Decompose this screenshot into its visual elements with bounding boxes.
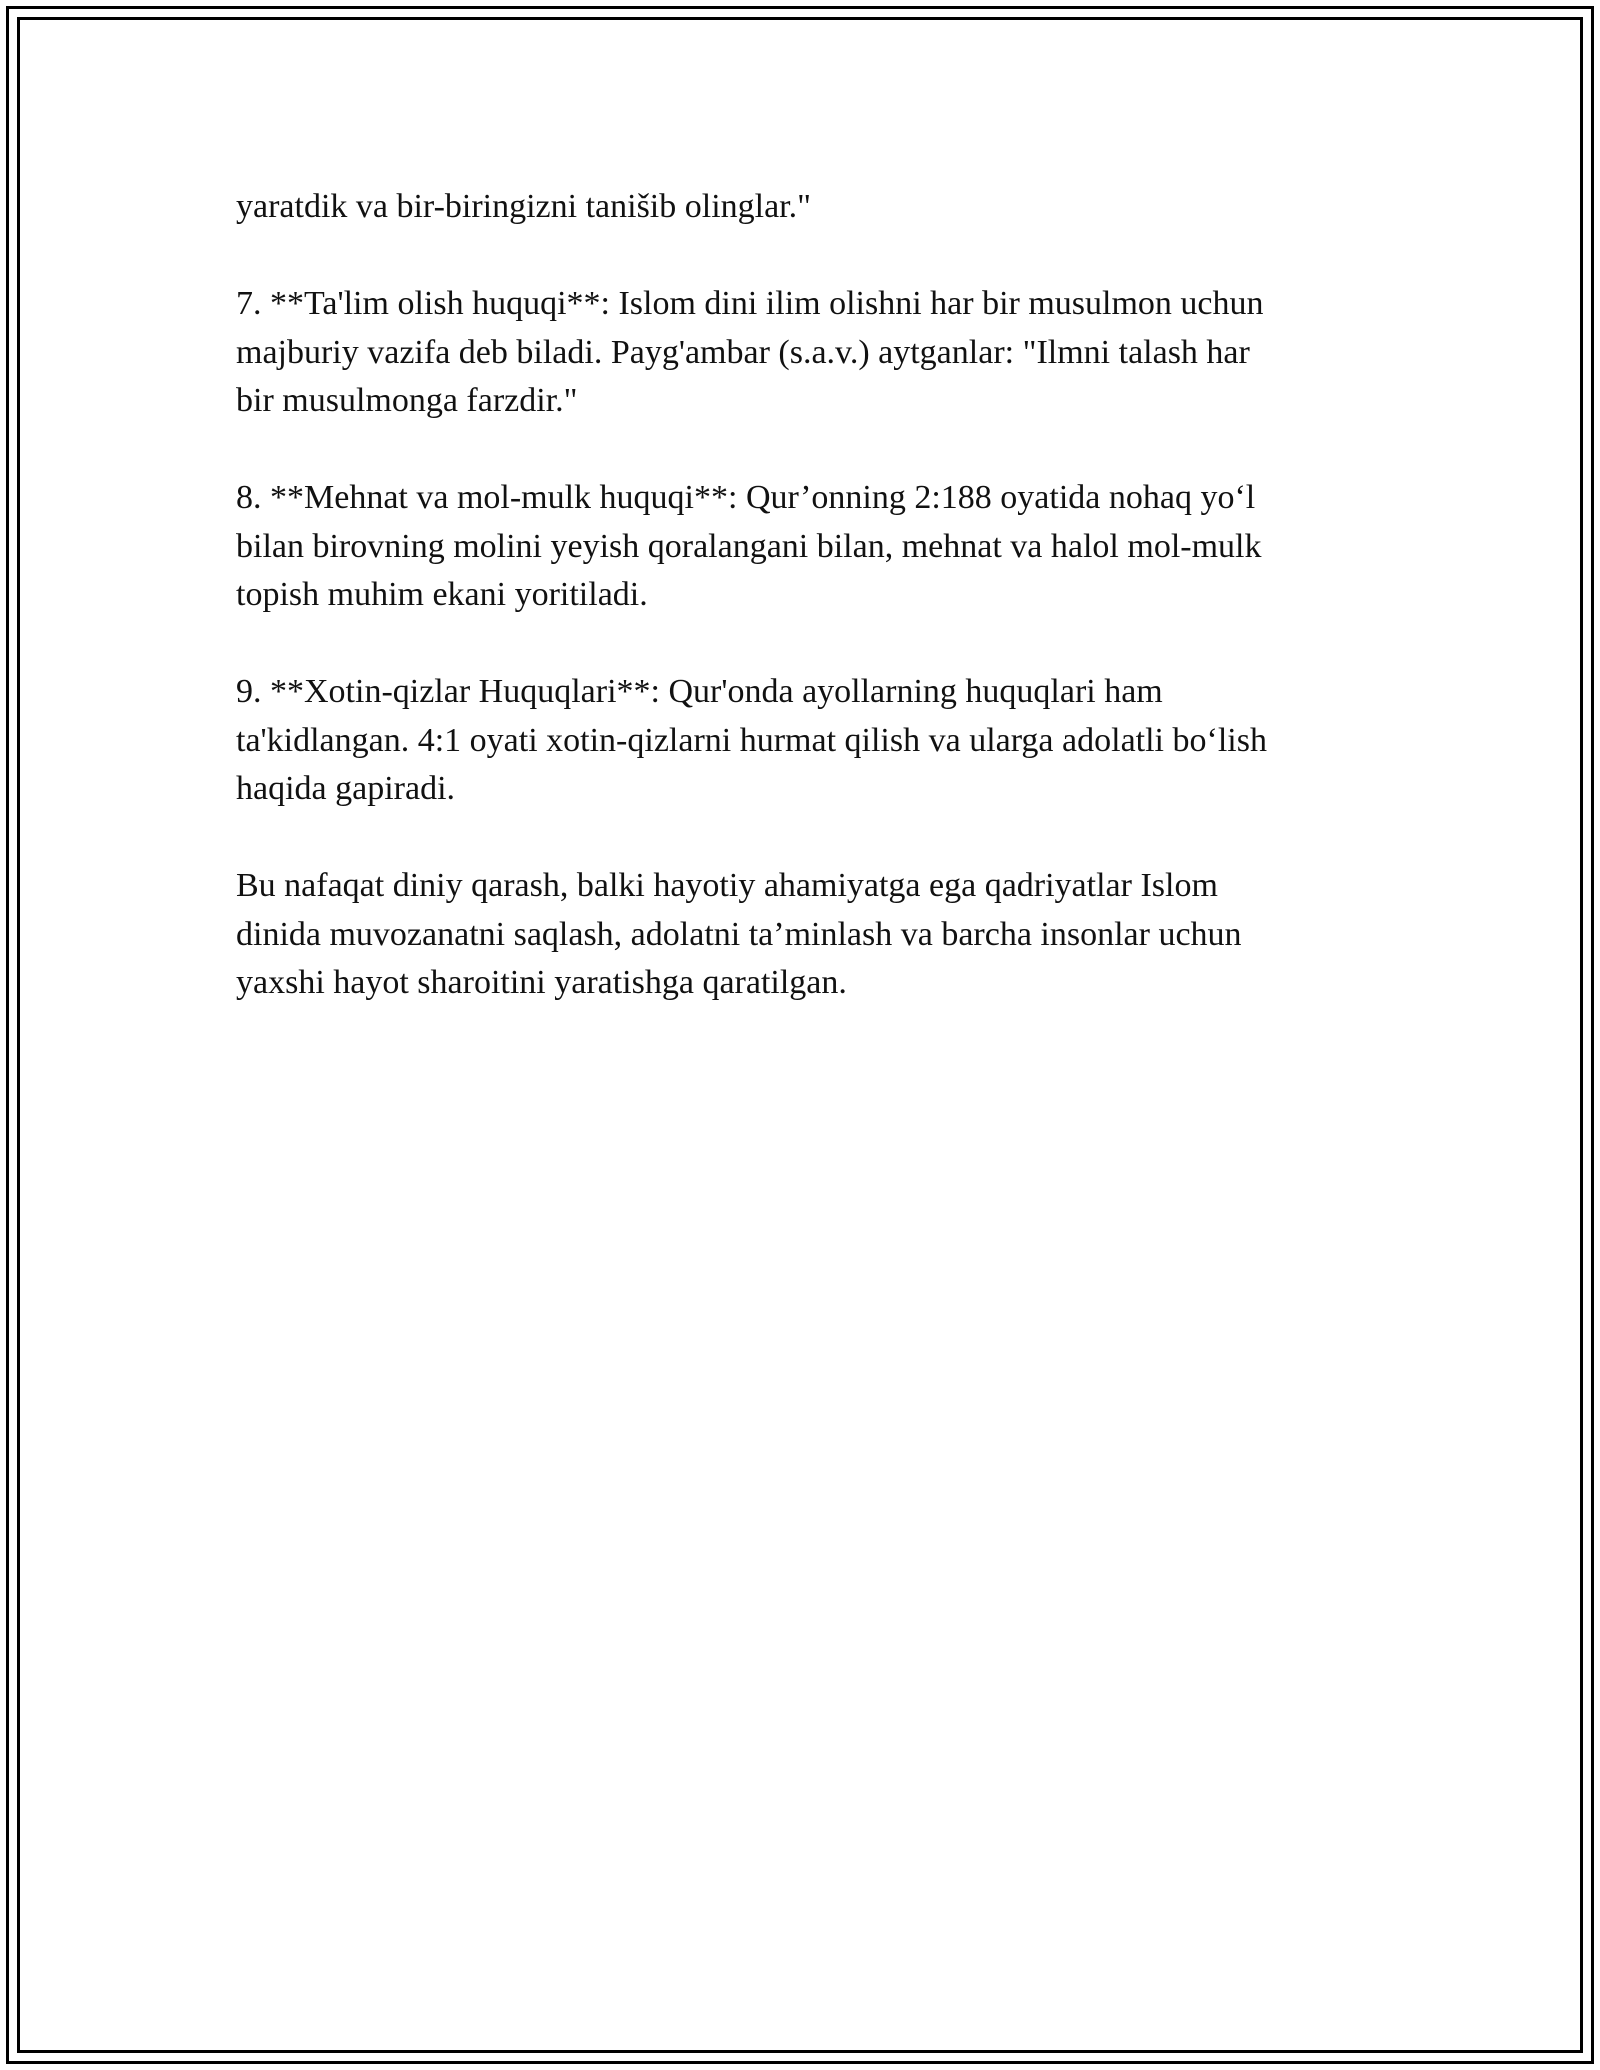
paragraph-item-8: 8. **Mehnat va mol-mulk huquqi**: Qur’onning 2:188 oyatida nohaq yo‘l bilan birovning molini yeyish qoralangani bilan, mehnat va halol mol-mulk topish muhim ekani yoritiladi. — [236, 479, 1262, 613]
paragraph-item-9: 9. **Xotin-qizlar Huquqlari**: Qur'onda ayollarning huquqlari ham ta'kidlangan. 4:1 oyati xotin-qizlarni hurmat qilish va ularga adolatli bo‘lish haqida gapiradi. — [236, 673, 1267, 807]
paragraph-continuation: yaratdik va bir-biringizni tanišib olinglar." — [236, 188, 812, 225]
document-body — [236, 183, 1376, 1056]
paragraph-item-7: 7. **Ta'lim olish huquqi**: Islom dini ilim olishni har bir musulmon uchun majburiy vazifa deb biladi. Payg'ambar (s.a.v.) aytganlar: "Ilmni talash har bir musulmonga farzdir." — [236, 285, 1264, 419]
paragraph-conclusion: Bu nafaqat diniy qarash, balki hayotiy ahamiyatga ega qadriyatlar Islom dinida muvozanatni saqlash, adolatni ta’minlash va barcha insonlar uchun yaxshi hayot sharoitini yaratishga qaratilgan. — [236, 867, 1242, 1001]
